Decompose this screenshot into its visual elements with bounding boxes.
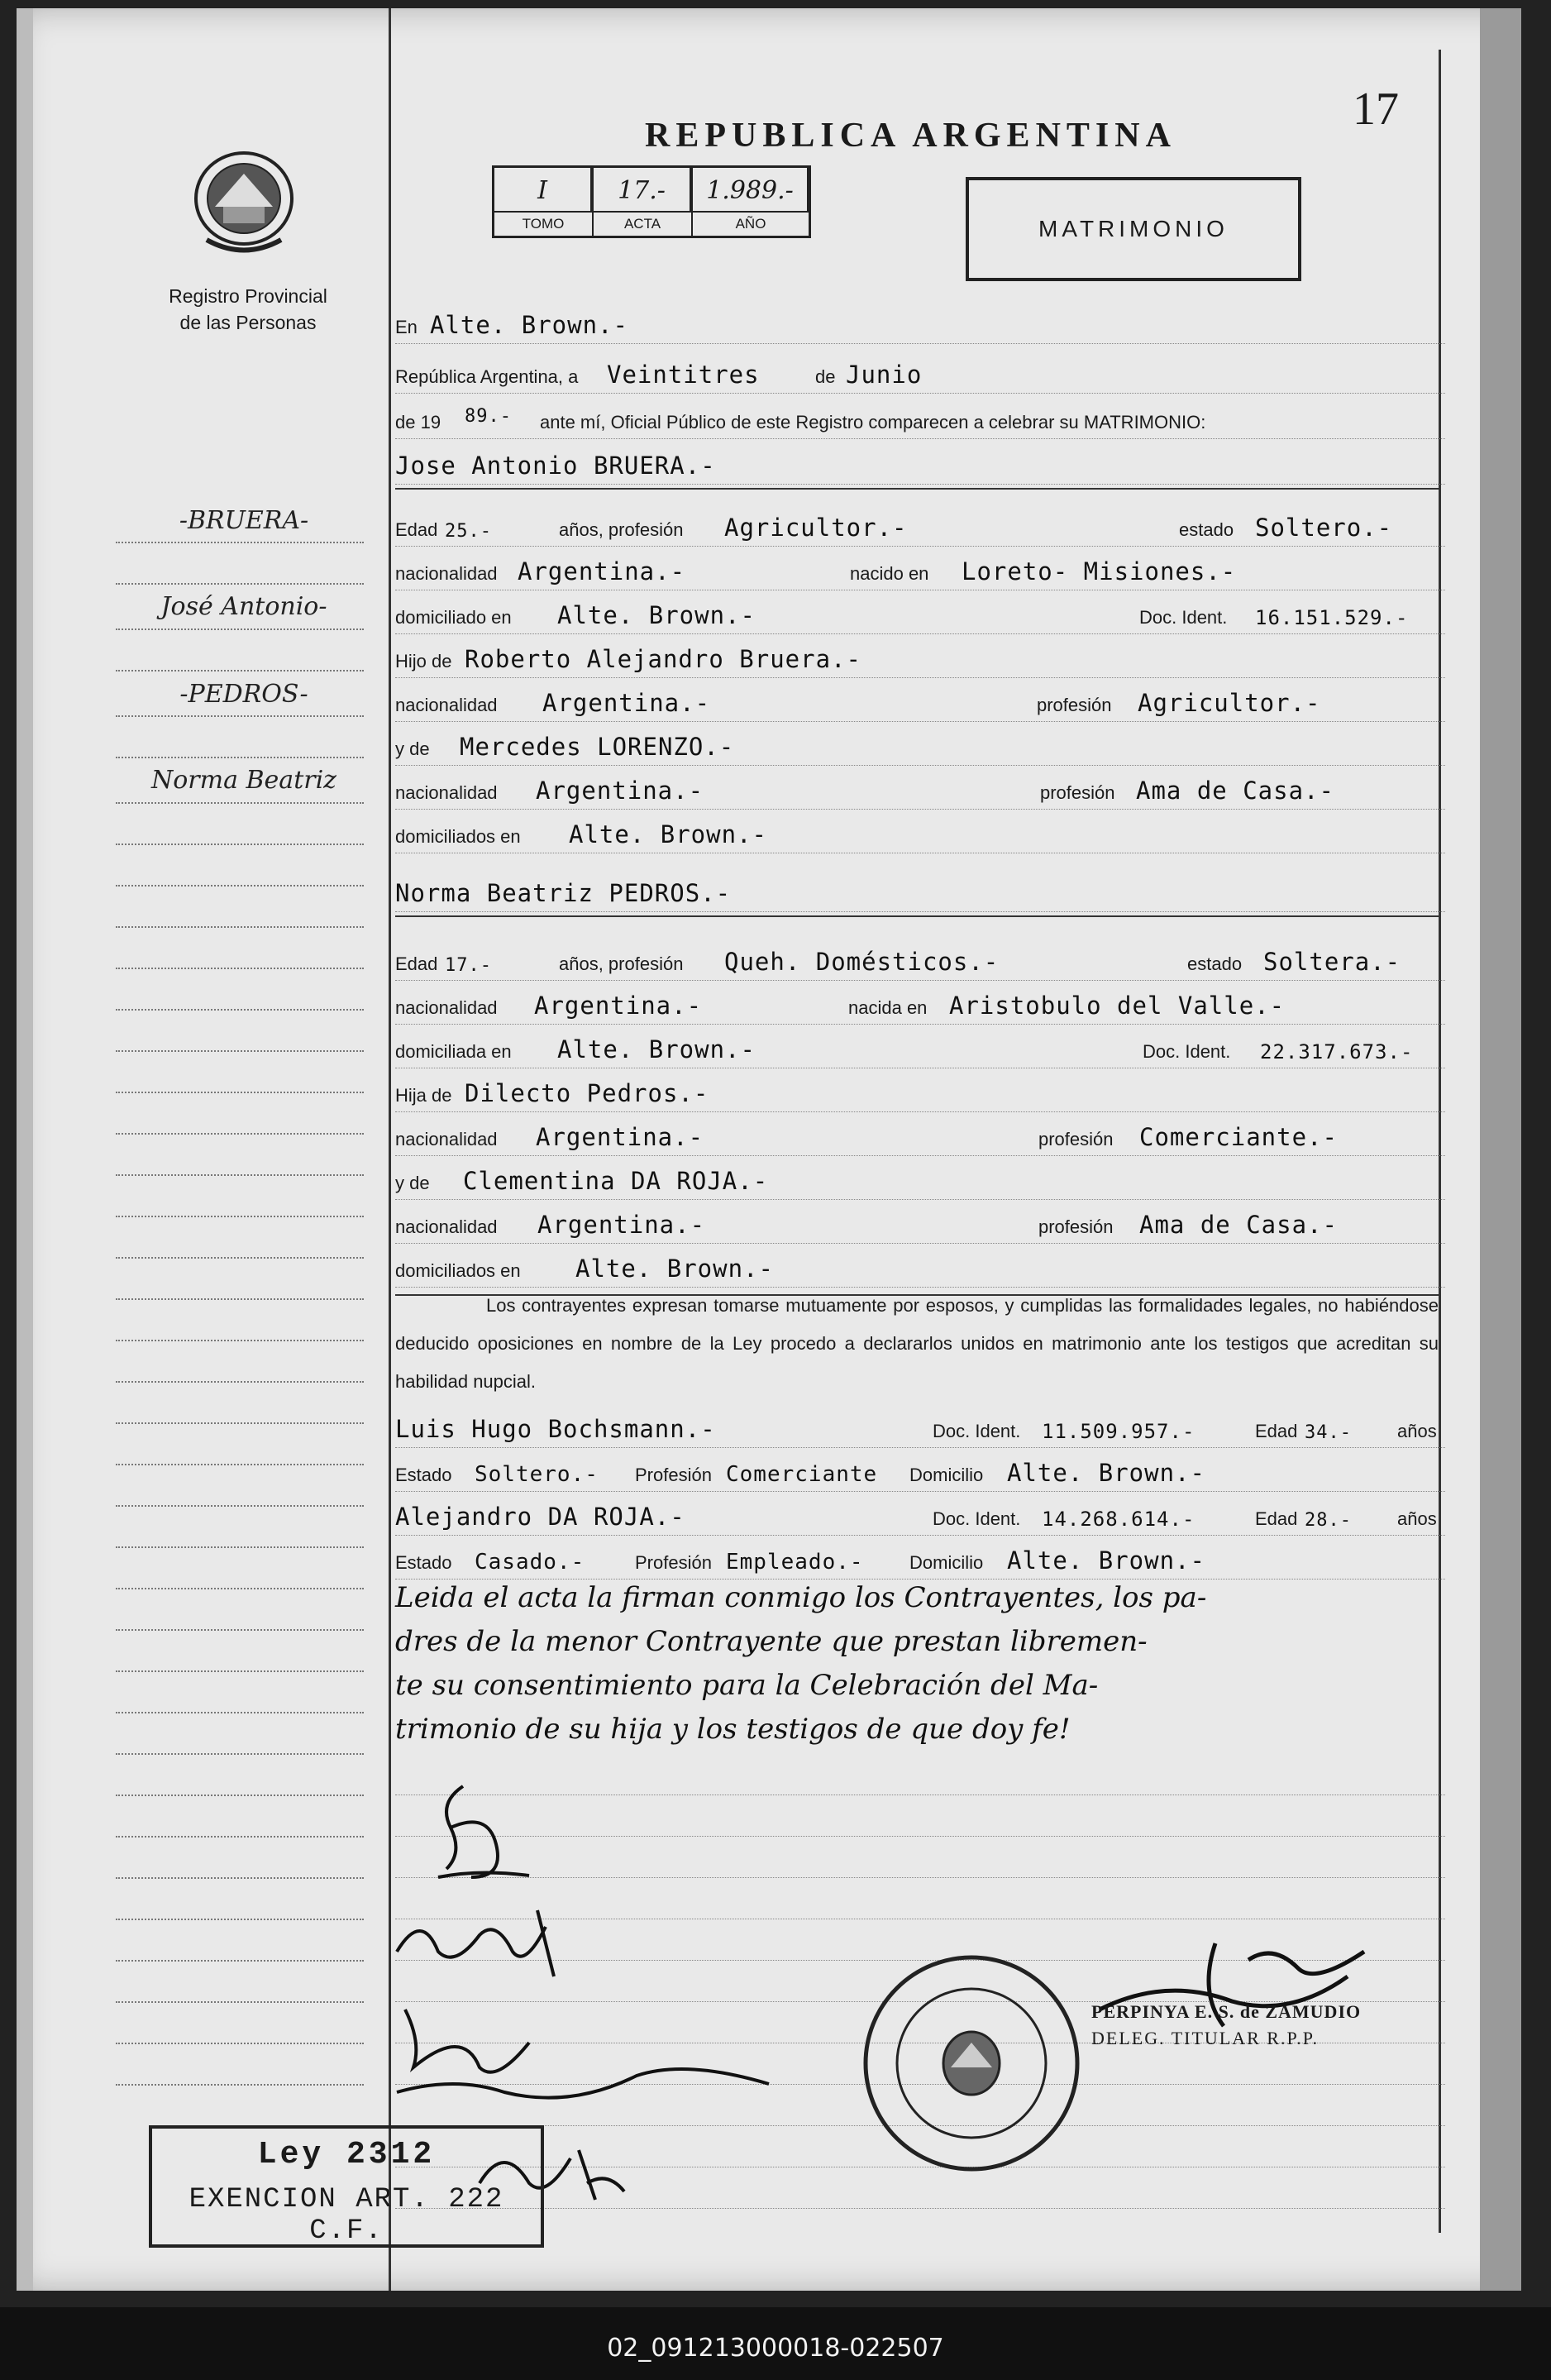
row-bride-father-nationality (395, 1114, 1445, 1156)
estado-label: estado (1187, 953, 1243, 974)
row-groom-mother-nationality (395, 767, 1445, 810)
ano-label: AÑO (735, 216, 766, 232)
registry-label (132, 283, 364, 336)
witness-edad-label: Edad (1255, 1508, 1298, 1529)
row-witness2 (395, 1493, 1445, 1536)
margin-rule-dotted (116, 844, 364, 845)
declaration-intro: ante mí, Oficial Público de este Registro comparecen a celebrar su MATRIMONIO: (540, 412, 1206, 433)
bride-age: 17.- (445, 955, 492, 976)
ley-line1: Ley 2312 (257, 2137, 436, 2172)
profesion-label: profesión (1038, 1129, 1114, 1149)
groom-nationality: Argentina.- (518, 557, 686, 585)
doc-label: Doc. Ident. (933, 1508, 1021, 1529)
row-groom-father-nationality (395, 680, 1445, 722)
domiciliados-label: domiciliados en (395, 826, 521, 847)
bride-domicile: Alte. Brown.- (557, 1035, 756, 1063)
hijo-label: Hijo de (395, 651, 452, 671)
bride-father-nationality: Argentina.- (536, 1123, 704, 1151)
margin-rule-dotted (116, 885, 364, 887)
margin-rule-dotted (116, 1629, 364, 1631)
bride-nationality: Argentina.- (534, 992, 703, 1020)
margin-rule-dotted (116, 1257, 364, 1259)
tomo-acta-ano-box (492, 165, 811, 238)
edad-label: Edad (395, 953, 438, 974)
margin-rule-dotted (116, 1919, 364, 1920)
nacionalidad-label: nacionalidad (395, 997, 498, 1018)
signature-parents-icon (389, 1993, 785, 2117)
section-separator (395, 488, 1439, 490)
row-groom-age (395, 504, 1445, 547)
witness-domicilio-label: Domicilio (909, 1465, 984, 1485)
acta-label: ACTA (623, 216, 661, 232)
witness2-doc: 14.268.614.- (1042, 1508, 1195, 1531)
groom-birthplace: Loreto- Misiones.- (962, 557, 1237, 585)
margin-rule-dotted (116, 715, 364, 717)
margin-rule-dotted (116, 1836, 364, 1838)
bride-doc-number: 22.317.673.- (1260, 1040, 1414, 1063)
witness1-status: Soltero.- (475, 1462, 599, 1487)
row-bride-father (395, 1070, 1445, 1112)
witness1-profession: Comerciante (726, 1462, 878, 1487)
registry-label-line1: Registro Provincial (169, 285, 327, 307)
margin-rule-dotted (116, 802, 364, 804)
margin-rule-dotted (116, 2084, 364, 2086)
margin-rule-dotted (116, 542, 364, 543)
yde-label: y de (395, 738, 430, 759)
margin-rule-dotted (116, 1795, 364, 1796)
witness2-name: Alejandro DA ROJA.- (395, 1503, 685, 1531)
margin-rule-dotted (116, 1505, 364, 1507)
closing-note-line: te su consentimiento para la Celebración del Ma- (395, 1669, 1099, 1702)
margin-rule-dotted (116, 628, 364, 630)
nacido-label: nacido en (850, 563, 929, 584)
republic-label: República Argentina, a (395, 366, 579, 387)
bride-parents-domicile: Alte. Brown.- (575, 1255, 774, 1283)
witness-anos-label: años (1397, 1508, 1437, 1529)
year-suffix: 89.- (465, 406, 512, 427)
groom-father: Roberto Alejandro Bruera.- (465, 645, 861, 673)
row-bride-domicile (395, 1026, 1445, 1068)
nacionalidad-label: nacionalidad (395, 695, 498, 715)
witness2-status: Casado.- (475, 1550, 585, 1575)
tomo-value: I (494, 168, 592, 213)
row-bride-mother-nationality (395, 1202, 1445, 1244)
signature-groom-icon (413, 1770, 546, 1894)
domiciliado-label: domiciliado en (395, 607, 512, 628)
margin-rule-dotted (116, 1546, 364, 1548)
groom-mother-profession: Ama de Casa.- (1136, 777, 1334, 805)
en-label: En (395, 317, 418, 337)
row-groom-parents-domicile (395, 811, 1445, 853)
margin-rule-dotted (116, 2043, 364, 2044)
groom-father-nationality: Argentina.- (542, 689, 711, 717)
witness-profesion-label: Profesión (635, 1465, 712, 1485)
acta-value: 17.- (594, 168, 691, 213)
doc-label: Doc. Ident. (1143, 1041, 1231, 1062)
domiciliada-label: domiciliada en (395, 1041, 512, 1062)
margin-rule-dotted (116, 2001, 364, 2003)
witness-profesion-label: Profesión (635, 1552, 712, 1573)
round-stamp-icon (860, 1952, 1083, 2175)
witness2-profession: Empleado.- (726, 1550, 864, 1575)
bride-mother: Clementina DA ROJA.- (463, 1167, 769, 1195)
row-bride-age (395, 939, 1445, 981)
groom-domicile: Alte. Brown.- (557, 601, 756, 629)
witness-estado-label: Estado (395, 1465, 452, 1485)
margin-rule-dotted (116, 1422, 364, 1424)
margin-rule-dotted (116, 757, 364, 758)
margin-rule-dotted (116, 926, 364, 928)
official-name: PERPINYA E. S. de ZAMUDIO (1091, 2001, 1362, 2022)
row-bride-name (395, 870, 1445, 912)
bride-mother-nationality: Argentina.- (537, 1211, 706, 1239)
nacionalidad-label: nacionalidad (395, 1216, 498, 1237)
blank-line (395, 1753, 1445, 1795)
doc-label: Doc. Ident. (933, 1421, 1021, 1441)
margin-rule-dotted (116, 1298, 364, 1300)
witness1-domicile: Alte. Brown.- (1007, 1459, 1205, 1487)
official-title: DELEG. TITULAR R.P.P. (1091, 2028, 1320, 2048)
margin-rule-dotted (116, 1877, 364, 1879)
margin-rule-dotted (116, 1009, 364, 1011)
groom-age: 25.- (445, 521, 492, 542)
signature-bride-icon (389, 1894, 570, 1985)
blank-line (395, 1836, 1445, 1878)
margin-bride-given: Norma Beatriz (150, 766, 336, 795)
row-groom-father (395, 636, 1445, 678)
witness2-age: 28.- (1305, 1510, 1352, 1531)
margin-rule-dotted (116, 1670, 364, 1672)
profesion-label: profesión (1038, 1216, 1114, 1237)
bride-full-name: Norma Beatriz PEDROS.- (395, 879, 732, 907)
page-number: 17 (1353, 84, 1399, 135)
margin-rule-dotted (116, 1712, 364, 1713)
groom-doc-number: 16.151.529.- (1255, 606, 1409, 629)
edad-label: Edad (395, 519, 438, 540)
witness-edad-label: Edad (1255, 1421, 1298, 1441)
row-witness1-details (395, 1450, 1445, 1492)
witness2-domicile: Alte. Brown.- (1007, 1546, 1205, 1575)
ano-value: 1.989.- (693, 168, 809, 213)
nacionalidad-label: nacionalidad (395, 1129, 498, 1149)
row-place (395, 302, 1445, 344)
groom-father-profession: Agricultor.- (1138, 689, 1321, 717)
year-prefix: de 19 (395, 412, 441, 433)
bride-profession: Queh. Domésticos.- (724, 948, 1000, 976)
margin-groom-surname: -BRUERA- (179, 506, 309, 535)
page-edge (1480, 8, 1521, 2291)
registry-label-line2: de las Personas (179, 312, 317, 333)
section-separator (395, 915, 1439, 917)
anos-label: años, profesión (559, 953, 684, 974)
estado-label: estado (1179, 519, 1234, 540)
witness-anos-label: años (1397, 1421, 1437, 1441)
row-date (395, 351, 1445, 394)
margin-rule-dotted (116, 1174, 364, 1176)
row-year (395, 397, 1445, 439)
ano-cell (693, 168, 809, 236)
acta-cell (594, 168, 693, 236)
ley-line2: EXENCION ART. 222 C.F. (189, 2184, 504, 2247)
de-label: de (815, 366, 836, 387)
country-title: REPUBLICA ARGENTINA (645, 117, 1176, 155)
witness1-name: Luis Hugo Bochsmann.- (395, 1415, 716, 1443)
margin-rule-dotted (116, 1340, 364, 1341)
day-value: Veintitres (607, 361, 760, 389)
row-groom-domicile (395, 592, 1445, 634)
groom-parents-domicile: Alte. Brown.- (569, 820, 767, 848)
margin-rule-dotted (116, 583, 364, 585)
margin-rule-dotted (116, 1050, 364, 1052)
row-groom-mother (395, 724, 1445, 766)
groom-profession: Agricultor.- (724, 514, 908, 542)
anos-label: años, profesión (559, 519, 684, 540)
exemption-stamp (149, 2125, 544, 2248)
groom-full-name: Jose Antonio BRUERA.- (395, 452, 716, 480)
row-groom-name (395, 442, 1445, 485)
margin-rule-dotted (116, 1381, 364, 1383)
margin-groom-given: José Antonio- (160, 592, 327, 621)
margin-rule-dotted (116, 1133, 364, 1135)
nacida-label: nacida en (848, 997, 928, 1018)
margin-rule-dotted (116, 1960, 364, 1962)
doc-label: Doc. Ident. (1139, 607, 1228, 628)
hija-label: Hija de (395, 1085, 452, 1106)
province-emblem-icon (190, 149, 298, 265)
witness1-doc: 11.509.957.- (1042, 1420, 1195, 1443)
image-code: 02_091213000018-022507 (607, 2334, 944, 2363)
bride-mother-profession: Ama de Casa.- (1139, 1211, 1338, 1239)
witness-domicilio-label: Domicilio (909, 1552, 984, 1573)
row-groom-nationality (395, 548, 1445, 590)
margin-rule-dotted (116, 1464, 364, 1465)
closing-note-line: trimonio de su hija y los testigos de que doy fe! (395, 1713, 1071, 1746)
profesion-label: profesión (1040, 782, 1115, 803)
domiciliados-label: domiciliados en (395, 1260, 521, 1281)
nacionalidad-label: nacionalidad (395, 782, 498, 803)
official-stamp (1091, 2001, 1405, 2049)
bride-father: Dilecto Pedros.- (465, 1079, 709, 1107)
record-type-box: MATRIMONIO (966, 177, 1301, 281)
bride-civil-status: Soltera.- (1263, 948, 1401, 976)
binding-spine (17, 8, 33, 2291)
row-witness2-details (395, 1537, 1445, 1579)
blank-line (395, 1795, 1445, 1837)
place-value: Alte. Brown.- (430, 311, 628, 339)
row-bride-nationality (395, 982, 1445, 1025)
month-value: Junio (846, 361, 923, 389)
profesion-label: profesión (1037, 695, 1112, 715)
nacionalidad-label: nacionalidad (395, 563, 498, 584)
groom-mother-nationality: Argentina.- (536, 777, 704, 805)
margin-rule-dotted (116, 1092, 364, 1093)
groom-civil-status: Soltero.- (1255, 514, 1393, 542)
margin-rule-dotted (116, 670, 364, 671)
groom-mother: Mercedes LORENZO.- (460, 733, 735, 761)
row-witness1 (395, 1406, 1445, 1448)
witness1-age: 34.- (1305, 1422, 1352, 1443)
witness-estado-label: Estado (395, 1552, 452, 1573)
yde-label: y de (395, 1173, 430, 1193)
margin-rule-dotted (116, 968, 364, 969)
row-bride-parents-domicile (395, 1245, 1445, 1288)
tomo-cell (494, 168, 594, 236)
margin-rule-dotted (116, 1216, 364, 1217)
margin-rule-dotted (116, 1588, 364, 1589)
margin-rule-dotted (116, 1753, 364, 1755)
closing-note-line: dres de la menor Contrayente que prestan libremen- (395, 1625, 1148, 1658)
margin-bride-surname: -PEDROS- (179, 680, 308, 709)
declaration-paragraph: Los contrayentes expresan tomarse mutuamente por esposos, y cumplidas las formalidades legales, no habiéndose deducido oposiciones en nombre de la Ley procedo a declararlos unidos en matrimonio ante los testigos que acreditan su habilidad nupcial. (395, 1295, 1439, 1392)
closing-note-line: Leida el acta la firman conmigo los Contrayentes, los pa- (395, 1581, 1207, 1614)
bride-father-profession: Comerciante.- (1139, 1123, 1338, 1151)
bride-birthplace: Aristobulo del Valle.- (949, 992, 1286, 1020)
row-bride-mother (395, 1158, 1445, 1200)
tomo-label: TOMO (522, 216, 565, 232)
